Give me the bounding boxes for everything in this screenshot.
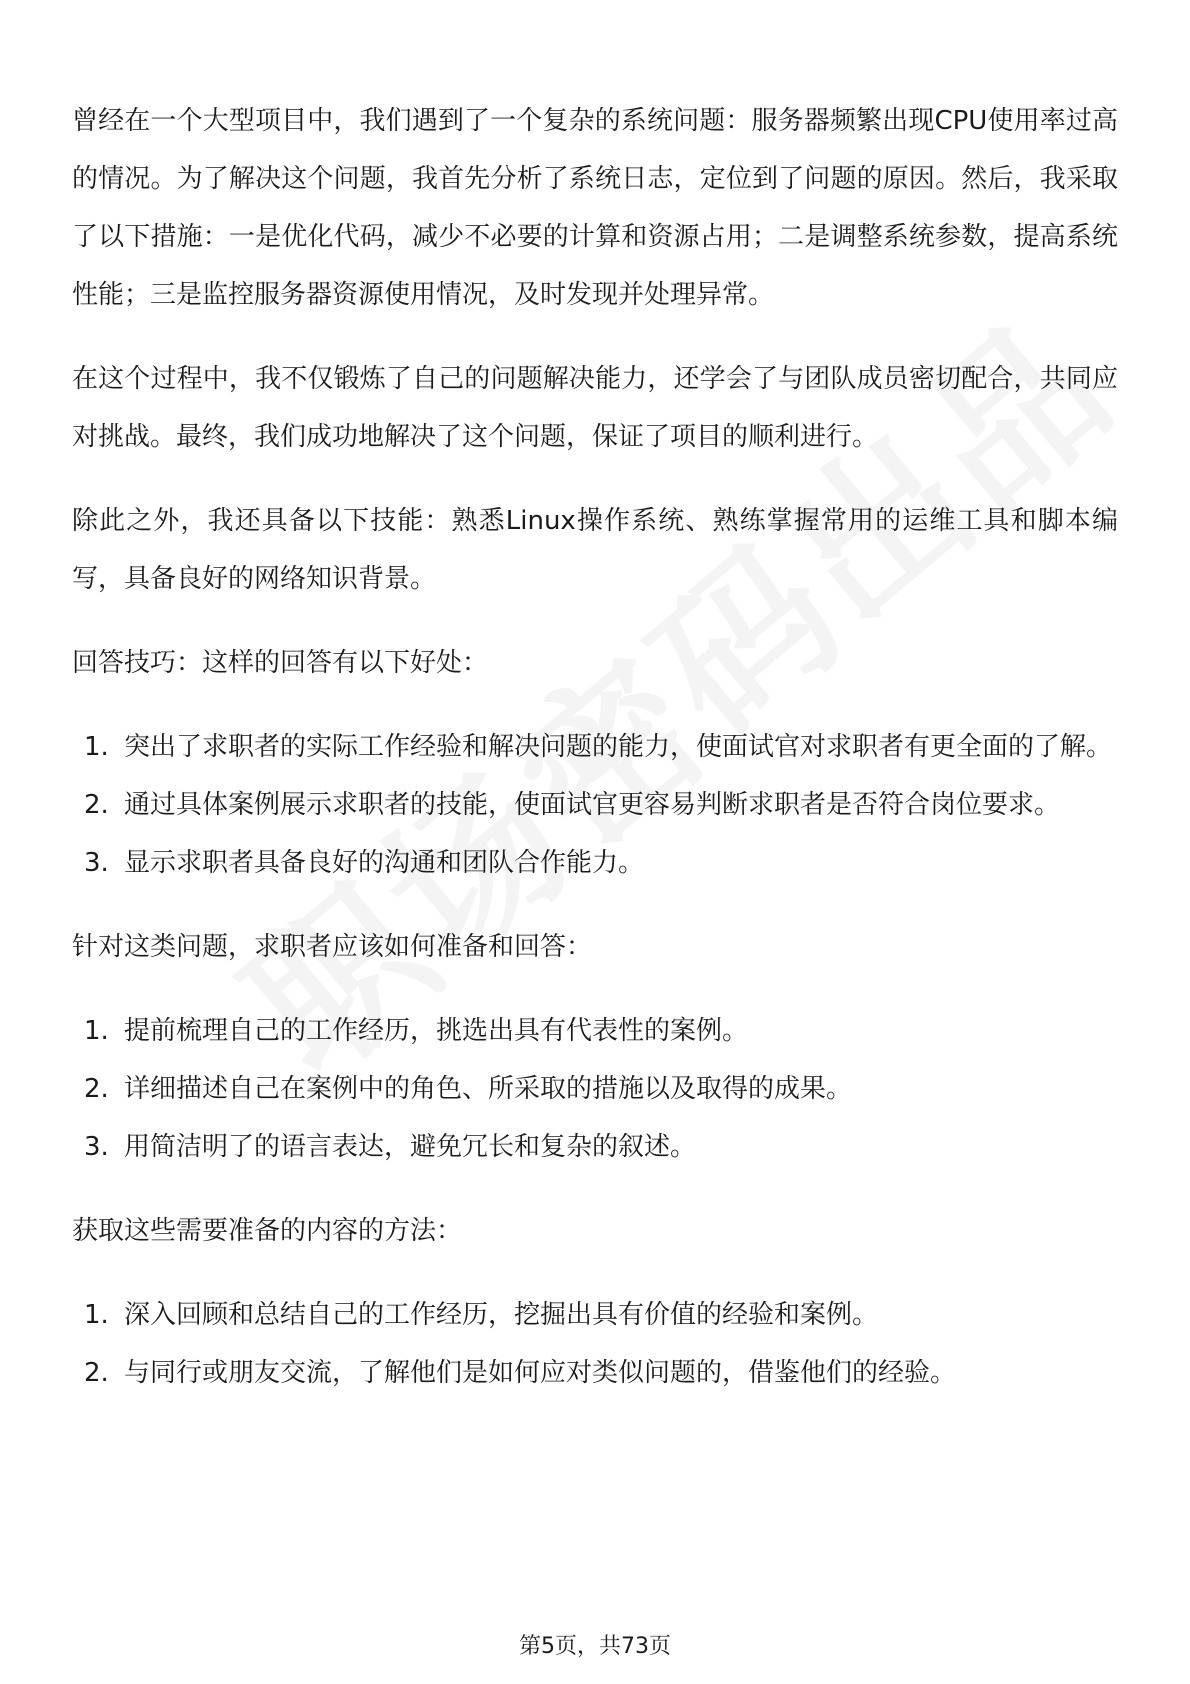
list-item-number: 2.: [84, 1074, 109, 1104]
list-item-number: 3.: [84, 848, 109, 878]
list-item-text: 突出了求职者的实际工作经验和解决问题的能力，使面试官对求职者有更全面的了解。: [124, 732, 1113, 762]
list-item-number: 1.: [84, 1300, 109, 1330]
list-item: [72, 776, 1118, 834]
list-item: [72, 1344, 1118, 1402]
paragraph-tips-heading: 回答技巧：这样的回答有以下好处：: [72, 648, 489, 678]
list-item-number: 1.: [84, 732, 109, 762]
list-item: [72, 834, 1118, 892]
list-item-text: 显示求职者具备良好的沟通和团队合作能力。: [124, 848, 645, 878]
list-item: [72, 718, 1118, 776]
list-item: [72, 1060, 1118, 1118]
list-item-text: 通过具体案例展示求职者的技能，使面试官更容易判断求职者是否符合岗位要求。: [124, 790, 1061, 820]
list-item-number: 2.: [84, 790, 109, 820]
paragraph-methods-heading: 获取这些需要准备的内容的方法：: [72, 1216, 463, 1246]
paragraph-experience: 曾经在一个大型项目中，我们遇到了一个复杂的系统问题：服务器频繁出现CPU使用率过高的情况。为了解决这个问题，我首先分析了系统日志，定位到了问题的原因。然后，我采取了以下措施：一是优化代码，减少不必要的计算和资源占用；二是调整系统参数，提高系统性能；三是监控服务器资源使用情况，及时发现并处理异常。: [72, 106, 1118, 310]
list-item-text: 深入回顾和总结自己的工作经历，挖掘出具有价值的经验和案例。: [124, 1300, 879, 1330]
list-item-text: 与同行或朋友交流，了解他们是如何应对类似问题的，借鉴他们的经验。: [124, 1358, 957, 1388]
paragraph-skills: 除此之外，我还具备以下技能：熟悉Linux操作系统、熟练掌握常用的运维工具和脚本编写，具备良好的网络知识背景。: [72, 506, 1118, 594]
prepare-list: [72, 1002, 1118, 1176]
list-item-number: 3.: [84, 1132, 109, 1162]
list-item-text: 详细描述自己在案例中的角色、所采取的措施以及取得的成果。: [124, 1074, 853, 1104]
list-item: [72, 1002, 1118, 1060]
page-number-footer: 第5页，共73页: [519, 1634, 671, 1659]
list-item: [72, 1118, 1118, 1176]
list-item-text: 用简洁明了的语言表达，避免冗长和复杂的叙述。: [124, 1132, 697, 1162]
list-item: [72, 1286, 1118, 1344]
list-item-number: 2.: [84, 1358, 109, 1388]
document-body: [72, 92, 1118, 1428]
paragraph-prepare-heading: 针对这类问题，求职者应该如何准备和回答：: [72, 932, 593, 962]
list-item-number: 1.: [84, 1016, 109, 1046]
methods-list: [72, 1286, 1118, 1402]
list-item-text: 提前梳理自己的工作经历，挑选出具有代表性的案例。: [124, 1016, 749, 1046]
paragraph-process: 在这个过程中，我不仅锻炼了自己的问题解决能力，还学会了与团队成员密切配合，共同应对挑战。最终，我们成功地解决了这个问题，保证了项目的顺利进行。: [72, 364, 1118, 452]
tips-list: [72, 718, 1118, 892]
